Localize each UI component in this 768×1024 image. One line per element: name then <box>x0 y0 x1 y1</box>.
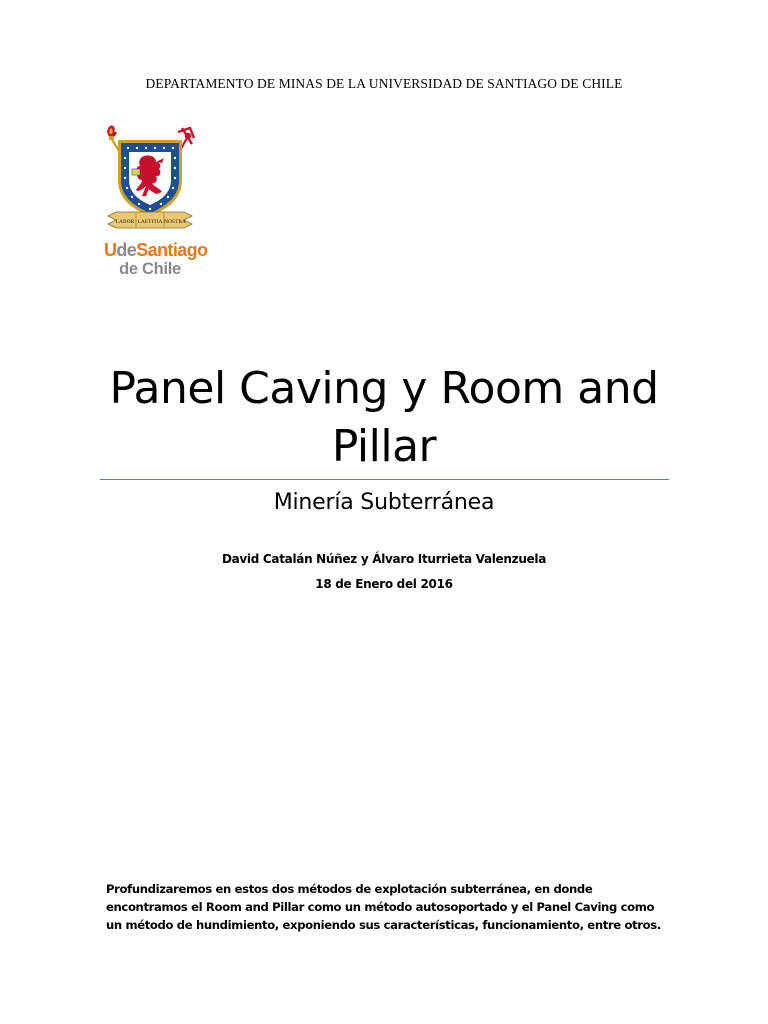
university-crest-icon <box>104 124 196 236</box>
document-date: 18 de Enero del 2016 <box>315 577 453 591</box>
motto-right: NOSTRA <box>163 219 187 225</box>
document-subtitle: Minería Subterránea <box>273 490 495 515</box>
document-authors: David Catalán Núñez y Álvaro Iturrieta Valenzuela <box>221 552 547 566</box>
document-abstract: Profundizaremos en estos dos métodos de explotación subterránea, en donde encontramos el Room and Pillar como un método autosoportado y el Panel Caving como un método de hundimiento, exponiendo sus características, funcionamiento, entre otros. <box>106 882 661 932</box>
motto-center: LAETITIA <box>137 219 163 225</box>
logo-brand-name: UdeSantiago <box>104 240 208 260</box>
title-divider <box>100 479 669 480</box>
university-logo <box>104 124 208 280</box>
motto-scroll <box>108 212 192 228</box>
motto-left: LABOR <box>115 219 135 225</box>
document-title: Panel Caving y Room and Pillar <box>109 363 659 472</box>
logo-brand-subtitle: de Chile <box>119 260 181 278</box>
department-header: DEPARTAMENTO DE MINAS DE LA UNIVERSIDAD DE SANTIAGO DE CHILE <box>145 76 623 91</box>
